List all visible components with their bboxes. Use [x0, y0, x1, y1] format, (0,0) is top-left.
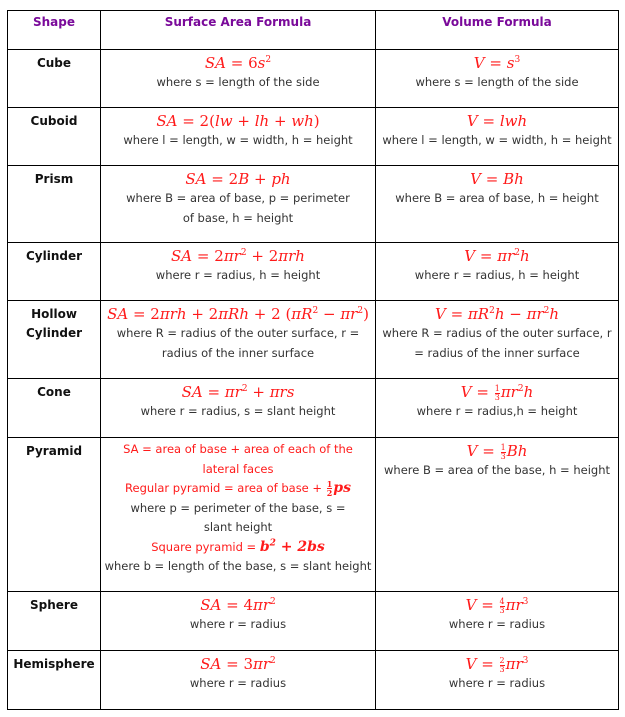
sa-formula: SA = $\pi r^2 + \pi rs$ — [181, 383, 295, 401]
sa-formula: SA = $4\pi r^2$ — [200, 596, 276, 614]
table-row — [8, 592, 619, 651]
shape-name: Pyramid — [8, 438, 101, 592]
sa-note: where s = length of the side — [156, 75, 320, 89]
header-surface-area: Surface Area Formula — [101, 11, 376, 50]
v-note: where B = area of base, h = height — [395, 191, 599, 205]
v-note: where r = radius,h = height — [416, 404, 578, 418]
sa-note: where r = radius, h = height — [155, 268, 321, 282]
surface-area-cell — [101, 108, 376, 166]
surface-area-cell — [101, 243, 376, 301]
shape-name: Cube — [8, 50, 101, 108]
surface-area-cell — [101, 379, 376, 438]
sa-regular-label: Regular pyramid = area of base + — [125, 481, 323, 495]
sa-square-line — [103, 538, 373, 558]
sa-note: where l = length, w = width, h = height — [123, 133, 353, 147]
table-row — [8, 108, 619, 166]
sa-note: where R = radius of the outer surface, r = radius of the inner surface — [116, 326, 360, 360]
volume-cell — [376, 592, 619, 651]
v-formula: V = Bh — [470, 170, 524, 188]
surface-area-cell — [101, 438, 376, 592]
v-formula: V = $\frac{1}{3}$ $\pi r^2h$ — [460, 383, 534, 402]
shape-name: Cylinder — [8, 243, 101, 301]
shape-name: Cone — [8, 379, 101, 438]
v-note: where l = length, w = width, h = height — [382, 133, 612, 147]
sa-square-label: Square pyramid = — [151, 539, 257, 554]
sa-regular-note: where p = perimeter of the base, s = slant height — [130, 500, 346, 534]
volume-cell — [376, 50, 619, 108]
v-note: where R = radius of the outer surface, r = radius of the inner surface — [382, 326, 612, 360]
sa-square-formula: $b^2 + 2bs$ — [259, 537, 325, 555]
shape-name: Prism — [8, 166, 101, 243]
table-row — [8, 301, 619, 379]
sa-formula: SA = $6s^2$ — [204, 54, 272, 72]
shape-name: Sphere — [8, 592, 101, 651]
header-volume: Volume Formula — [376, 11, 619, 50]
surface-area-cell — [101, 50, 376, 108]
sa-regular-line — [103, 479, 373, 499]
shape-name: Hollow Cylinder — [8, 301, 101, 379]
v-formula: V = lwh — [466, 112, 528, 130]
table-row — [8, 166, 619, 243]
volume-cell — [376, 438, 619, 592]
v-formula: $V = \pi R^2h - \pi r^2h$ — [434, 305, 560, 323]
formula-table — [7, 10, 619, 710]
volume-cell — [376, 301, 619, 379]
sa-square-note: where b = length of the base, s = slant height — [104, 559, 372, 573]
sa-general-text: SA = area of base + area of each of the lateral faces — [123, 442, 353, 476]
table-row — [8, 243, 619, 301]
table-row — [8, 50, 619, 108]
v-formula: V = $\frac{4}{3}$ $\pi r^3$ — [465, 596, 529, 615]
volume-cell — [376, 379, 619, 438]
shape-name: Hemisphere — [8, 651, 101, 710]
surface-area-cell — [101, 301, 376, 379]
sa-formula: SA = $3\pi r^2$ — [200, 655, 276, 673]
sa-note: where r = radius, s = slant height — [140, 404, 336, 418]
v-formula: $V = \pi r^2h$ — [464, 247, 530, 265]
sa-regular-formula: $\frac{1}{2}$ ps — [326, 478, 351, 498]
v-formula: V = $\frac{1}{3}$ Bh — [466, 442, 528, 461]
sa-formula: SA = 2πrh + 2πRh + 2 $(\pi R^2 - \pi r^2)$ — [107, 305, 369, 323]
shape-name: Cuboid — [8, 108, 101, 166]
v-note: where r = radius — [448, 617, 546, 631]
sa-note: where r = radius — [189, 617, 287, 631]
table-row — [8, 651, 619, 710]
table-row — [8, 438, 619, 592]
surface-area-cell — [101, 592, 376, 651]
sa-formula: SA = 2(lw + lh + wh) — [156, 112, 320, 130]
surface-area-cell — [101, 651, 376, 710]
v-formula: V = $\frac{2}{3}$ $\pi r^3$ — [465, 655, 529, 674]
v-note: where s = length of the side — [415, 75, 579, 89]
header-row — [8, 11, 619, 50]
header-shape: Shape — [8, 11, 101, 50]
volume-cell — [376, 166, 619, 243]
volume-cell — [376, 651, 619, 710]
v-note: where r = radius, h = height — [414, 268, 580, 282]
sa-note: where r = radius — [189, 676, 287, 690]
volume-cell — [376, 108, 619, 166]
volume-cell — [376, 243, 619, 301]
surface-area-cell — [101, 166, 376, 243]
sa-formula: SA = 2B + ph — [185, 170, 291, 188]
v-note: where r = radius — [448, 676, 546, 690]
table-row — [8, 379, 619, 438]
v-formula: $V = s^3$ — [473, 54, 521, 72]
sa-note: where B = area of base, p = perimeter of base, h = height — [126, 191, 350, 225]
sa-formula: SA = $2\pi r^2 + 2\pi rh$ — [171, 247, 305, 265]
v-note: where B = area of the base, h = height — [384, 463, 610, 477]
